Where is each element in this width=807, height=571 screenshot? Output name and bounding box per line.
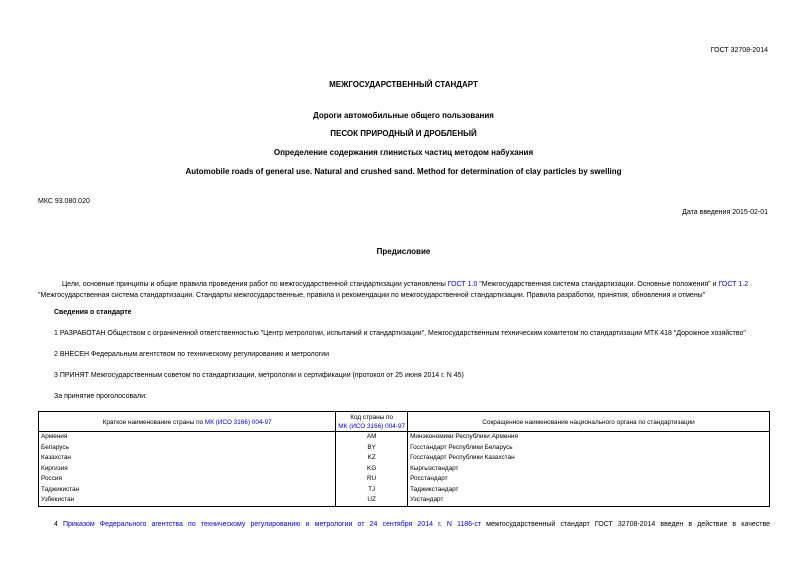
country-cell: Армения <box>39 432 336 443</box>
document-code: ГОСТ 32708-2014 <box>710 47 768 54</box>
body-cell: Госстандарт Республики Беларусь <box>408 443 770 454</box>
country-cell: Таджикистан <box>39 485 336 496</box>
material-title: ПЕСОК ПРИРОДНЫЙ И ДРОБЛЕНЫЙ <box>330 129 477 138</box>
table-row <box>39 443 770 454</box>
table-row <box>39 464 770 475</box>
body-cell: Росстандарт <box>408 474 770 485</box>
mks-code: МКС 93.080.020 <box>38 198 90 205</box>
column-header-code-link-cell <box>336 422 408 432</box>
paragraph-text: "Межгосударственная система стандартизации. Основные положения" и <box>477 281 719 288</box>
table-row <box>39 432 770 443</box>
item-4 <box>54 521 770 528</box>
method-title: Определение содержания глинистых частиц методом набухания <box>273 148 534 157</box>
code-cell: KG <box>336 464 408 475</box>
country-cell: Узбекистан <box>39 495 336 506</box>
code-cell: AM <box>336 432 408 443</box>
table-row <box>39 453 770 464</box>
foreword-heading: Предисловие <box>376 247 431 256</box>
foreword-paragraph <box>38 279 768 301</box>
column-header-country: Краткое наименование страны по МК (ИСО 3166) 004-97 <box>39 412 336 432</box>
code-cell: BY <box>336 443 408 454</box>
intro-date: Дата введения 2015-02-01 <box>682 209 768 216</box>
mk-iso-link[interactable]: МК (ИСО 3166) 004-97 <box>204 418 272 426</box>
code-cell: RU <box>336 474 408 485</box>
code-cell: TJ <box>336 485 408 496</box>
column-header-body: Сокращенное наименование национального органа по стандартизации <box>408 412 770 432</box>
body-cell: Минэкономики Республики Армения <box>408 432 770 443</box>
country-cell: Казахстан <box>39 453 336 464</box>
item-4-number: 4 <box>54 521 63 528</box>
item-1: 1 РАЗРАБОТАН Обществом с ограниченной ответственностью "Центр метрологии, испытаний и стандартизации", Межгосударственным техническим комитетом по стандартизации МТК 418 "Дорожное хозяйство" <box>54 330 746 337</box>
item-4-text: межгосударственный стандарт ГОСТ 32708-2014 введен в действие в качестве <box>481 521 770 528</box>
info-heading: Сведения о стандарте <box>54 309 132 316</box>
table-row <box>39 474 770 485</box>
country-cell: Беларусь <box>39 443 336 454</box>
english-title: Automobile roads of general use. Natural and crushed sand. Method for determination of clay particles by swelling <box>185 167 622 176</box>
countries-table <box>38 411 770 507</box>
table-row <box>39 495 770 506</box>
code-cell: KZ <box>336 453 408 464</box>
body-cell: Узстандарт <box>408 495 770 506</box>
standard-type-title: МЕЖГОСУДАРСТВЕННЫЙ СТАНДАРТ <box>329 80 478 89</box>
code-cell: UZ <box>336 495 408 506</box>
body-cell: Госстандарт Республики Казахстан <box>408 453 770 464</box>
gost-1-0-link[interactable]: ГОСТ 1.0 <box>447 281 478 288</box>
subject-title: Дороги автомобильные общего пользования <box>313 111 494 120</box>
country-cell: Киргизия <box>39 464 336 475</box>
item-3: 3 ПРИНЯТ Межгосударственным советом по стандартизации, метрологии и сертификации (протокол от 25 июня 2014 г. N 45) <box>54 372 464 379</box>
voted-label: За принятие проголосовали: <box>54 393 147 400</box>
paragraph-text: Цели, основные принципы и общие правила проведения работ по межгосударственной стандартизации установлены <box>62 281 448 288</box>
mk-iso-link[interactable]: МК (ИСО 3166) 004-97 <box>338 423 406 430</box>
order-link[interactable]: Приказом Федерального агентства по техническому регулированию и метрологии от 24 сентября 2014 г. N 1186-ст <box>63 521 482 528</box>
column-header-code: Код страны по <box>336 412 408 423</box>
item-2: 2 ВНЕСЕН Федеральным агентством по техническому регулированию и метрологии <box>54 351 330 358</box>
body-cell: Таджикстандарт <box>408 485 770 496</box>
table-row <box>39 485 770 496</box>
gost-1-2-link[interactable]: ГОСТ 1.2 <box>718 281 749 288</box>
body-cell: Кыргызстандарт <box>408 464 770 475</box>
country-cell: Россия <box>39 474 336 485</box>
paragraph-text: "Межгосударственная система стандартизации. Стандарты межгосударственные, правила и рекомендации по межгосударственной стандартизации. Правила разработки, принятия, обновления и отмены" <box>38 292 706 299</box>
